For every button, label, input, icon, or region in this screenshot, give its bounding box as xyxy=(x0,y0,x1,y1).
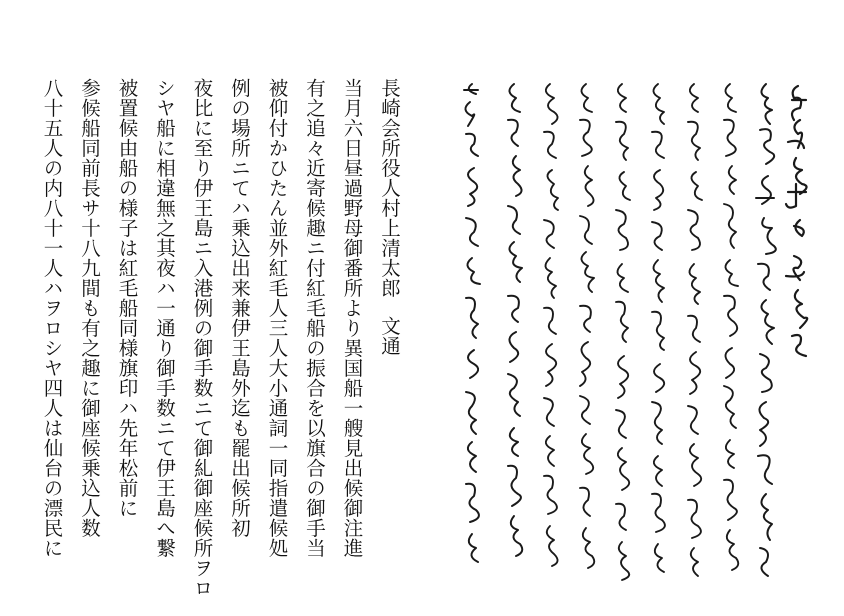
text-line: 被置候由船の様子は紅毛船同様旗印ハ先年松前に xyxy=(115,78,139,518)
handwritten-manuscript-image xyxy=(448,80,818,590)
document-title: 長崎会所役人村上清太郎 xyxy=(378,78,401,298)
manuscript-column-7 xyxy=(580,84,594,568)
text-line: シヤ船に相違無之其夜ハ一通り御手数ニて伊王島へ繋 xyxy=(153,78,176,558)
transcription-text xyxy=(36,78,408,598)
manuscript-column-9 xyxy=(508,84,522,556)
text-line: 参候船同前長サ十八九間も有之趣に御座候乗込人数 xyxy=(78,78,101,538)
text-line: 八十五人の内八十一人ハヲロシヤ四人は仙台の漂民に xyxy=(40,78,64,558)
manuscript-column-6 xyxy=(616,84,630,580)
manuscript-column-10 xyxy=(464,84,480,562)
cursive-script-drawing xyxy=(448,80,818,590)
text-line: 当月六日昼過野母御番所より異国船一艘見出候御注進 xyxy=(340,78,364,558)
text-line: 有之追々近寄候趣ニ付紅毛船の振合を以旗合の御手当 xyxy=(303,78,326,558)
manuscript-column-4 xyxy=(688,84,702,576)
text-line: 被仰付かひたん並外紅毛人三人大小通詞一同指遣候処 xyxy=(265,78,289,558)
manuscript-column-2 xyxy=(756,84,776,576)
manuscript-column-3 xyxy=(724,84,738,570)
manuscript-column-5 xyxy=(652,84,665,572)
text-line: 夜比に至り伊王島ニ入港例の御手数ニて御糺御座候所ヲロ xyxy=(190,78,214,598)
text-line: 例の場所ニてハ乗込出来兼伊王島外迄も罷出候所初 xyxy=(228,78,251,538)
document-title-line xyxy=(371,78,409,568)
document-title-suffix: 文通 xyxy=(378,315,401,356)
manuscript-column-8 xyxy=(544,84,558,566)
manuscript-column-1 xyxy=(786,86,807,356)
